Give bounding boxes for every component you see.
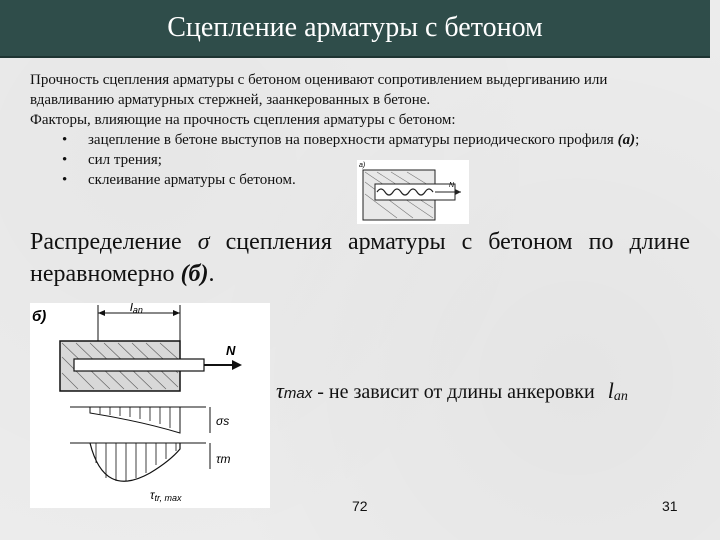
figure-b-sigma-label: σs (216, 414, 230, 428)
title-bar (0, 0, 710, 58)
figure-ref-a: (а) (617, 132, 636, 148)
figure-b-tau-label: τm (216, 452, 231, 466)
list-item (30, 130, 688, 150)
lan-subscript: an (613, 389, 628, 404)
page-number-left: 72 (352, 498, 368, 514)
paragraph-factors: Факторы, влияющие на прочность сцепления арматуры с бетоном: (30, 112, 456, 128)
figure-a-label: а) (359, 162, 366, 169)
list-item-tail: ; (635, 132, 640, 148)
figure-b-drawing (30, 303, 270, 508)
tau-symbol: τ (276, 378, 284, 403)
statement-end: . (208, 261, 215, 287)
figure-b-tau-max-label: τtr, max (150, 488, 182, 503)
slide-title: Сцепление арматуры с бетоном (167, 12, 543, 43)
tau-subscript: max (283, 385, 313, 402)
tau-text: - не зависит от длины анкеровки (312, 381, 600, 403)
figure-a-anchorage (357, 160, 469, 224)
distribution-statement (30, 226, 690, 290)
figure-b-length-label: lan (130, 303, 143, 315)
tau-max-statement (276, 378, 628, 410)
figure-ref-b: (б) (180, 261, 209, 287)
list-item-text: зацепление в бетоне выступов на поверхности арматуры периодического профиля (88, 132, 618, 148)
sigma-symbol: σ (197, 229, 210, 255)
list-item-text: склеивание арматуры с бетоном. (88, 172, 296, 188)
paragraph-bond-strength: Прочность сцепления арматуры с бетоном оценивают сопротивлением выдергиванию или вдавливанию арматурных стержней, заанкерованных в бетоне. (30, 72, 608, 108)
statement-text: Распределение (30, 229, 198, 255)
figure-b-force-label: N (226, 343, 236, 358)
page-number-right: 31 (662, 498, 678, 514)
figure-a-force-label: N (449, 182, 455, 189)
list-item-text: сил трения; (88, 152, 162, 168)
figure-b-label: б) (32, 308, 47, 325)
figure-a-drawing (357, 160, 469, 224)
figure-b-distribution (30, 303, 270, 508)
lan-symbol: l (607, 378, 614, 403)
statement-text-cont: сцепления арматуры с бетоном по длине неравномерно (30, 229, 690, 287)
